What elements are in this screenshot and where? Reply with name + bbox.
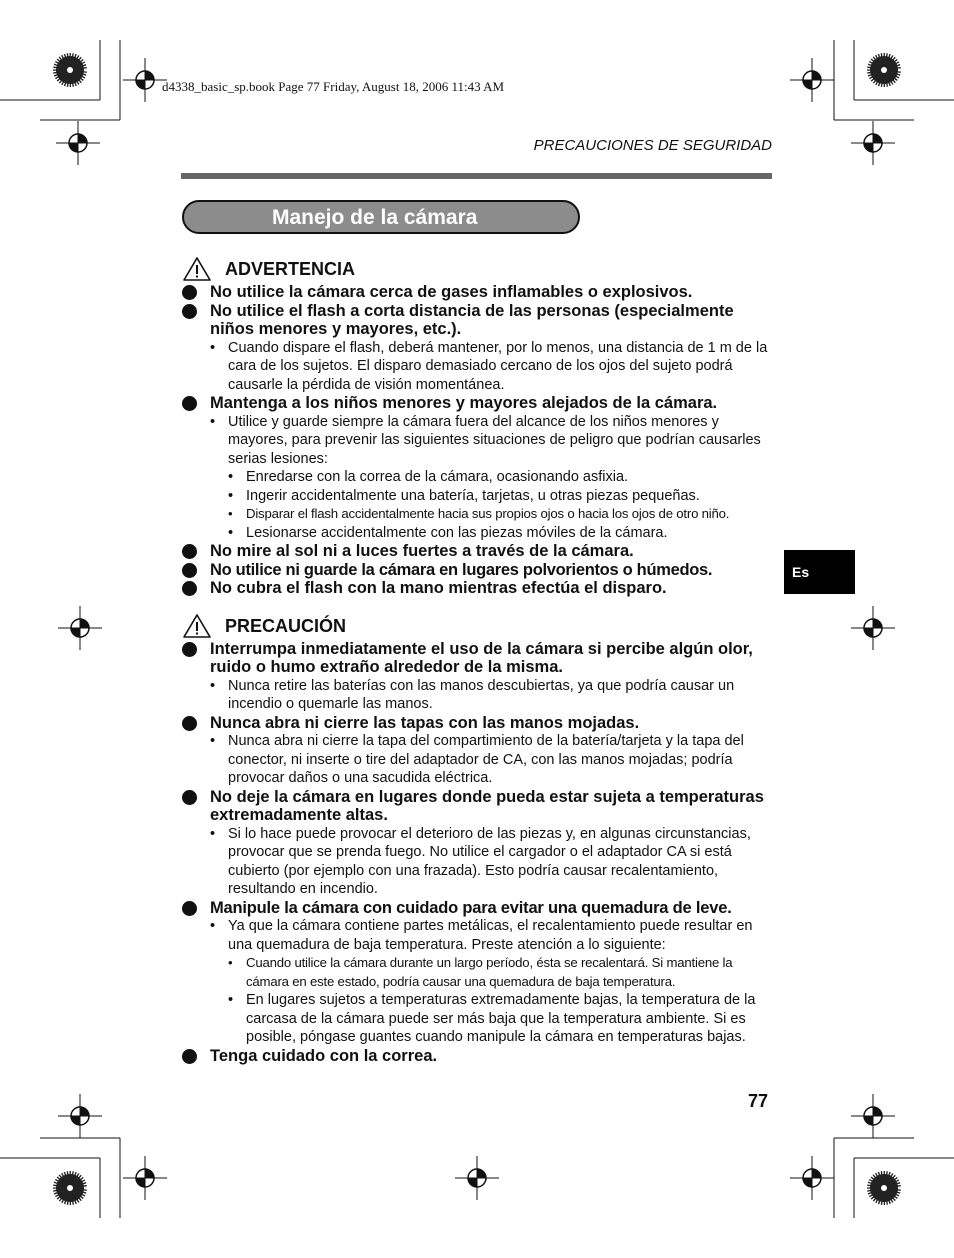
bullet-item: No cubra el flash con la mano mientras efectúa el disparo.	[182, 579, 776, 598]
running-head: PRECAUCIONES DE SEGURIDAD	[533, 137, 772, 154]
print-info: d4338_basic_sp.book Page 77 Friday, August 18, 2006 11:43 AM	[162, 79, 505, 94]
header-rule	[181, 173, 772, 179]
precaucion-heading	[182, 612, 776, 640]
sub-item: • Si lo hace puede provocar el deterioro de las piezas y, en algunas circunstancias, provocar que se prenda fuego. No utilice el cargador o el adaptador CA si está cubierto (por ejemplo con una frazada). Esto podría causar recalentamiento, resultando en incendio.	[182, 825, 776, 899]
sub-item: • Cuando dispare el flash, deberá mantener, por lo menos, una distancia de 1 m de la cara de los sujetos. El disparo demasiado cercano de los ojos del sujeto podrá causarle la pérdida de visión momentánea.	[182, 339, 776, 395]
bullet-item: No mire al sol ni a luces fuertes a través de la cámara.	[182, 542, 776, 561]
section-title-banner	[182, 200, 580, 234]
sub-sub-item: • Ingerir accidentalmente una batería, tarjetas, u otras piezas pequeñas.	[182, 487, 776, 506]
bullet-item: Tenga cuidado con la correa.	[182, 1047, 776, 1066]
bullet-item: No utilice el flash a corta distancia de las personas (especialmente niños menores y mayores, etc.).	[182, 302, 776, 339]
bullet-item: Manipule la cámara con cuidado para evitar una quemadura de leve.	[182, 899, 776, 918]
warning-icon	[182, 256, 212, 282]
bullet-item: Nunca abra ni cierre las tapas con las manos mojadas.	[182, 714, 776, 733]
caution-icon	[182, 613, 212, 639]
bullet-item: No deje la cámara en lugares donde pueda estar sujeta a temperaturas extremadamente altas.	[182, 788, 776, 825]
sub-item: • Nunca abra ni cierre la tapa del compartimiento de la batería/tarjeta y la tapa del conector, ni inserte o tire del adaptador de CA, con las manos mojadas; podría provocar daños o una sacudida eléctrica.	[182, 732, 776, 788]
sub-sub-item: • Lesionarse accidentalmente con las piezas móviles de la cámara.	[182, 524, 776, 543]
advertencia-heading	[182, 255, 776, 283]
safety-content	[182, 253, 776, 1065]
sub-sub-item: • Disparar el flash accidentalmente hacia sus propios ojos o hacia los ojos de otro niño.	[182, 505, 776, 524]
sub-item: • Nunca retire las baterías con las manos descubiertas, ya que podría causar un incendio o quemarle las manos.	[182, 677, 776, 714]
sub-item: • Utilice y guarde siempre la cámara fuera del alcance de los niños menores y mayores, para prevenir las siguientes situaciones de peligro que podrían causarles serias lesiones:	[182, 413, 776, 469]
sub-sub-item: • En lugares sujetos a temperaturas extremadamente bajas, la temperatura de la carcasa de la cámara puede ser más baja que la temperatura ambiente. Si es posible, póngase guantes cuando manipule la cámara en temperaturas bajas.	[182, 991, 776, 1047]
section-title: Manejo de la cámara	[272, 206, 478, 229]
precaucion-title: PRECAUCIÓN	[225, 615, 347, 636]
language-tab	[784, 550, 855, 594]
bullet-item: No utilice la cámara cerca de gases inflamables o explosivos.	[182, 283, 776, 302]
sub-sub-item: • Cuando utilice la cámara durante un largo período, ésta se recalentará. Si mantiene la cámara en este estado, podría causar una quemadura de baja temperatura.	[182, 954, 776, 991]
bullet-item: Interrumpa inmediatamente el uso de la cámara si percibe algún olor, ruido o humo extraño alrededor de la misma.	[182, 640, 776, 677]
sub-item: • Ya que la cámara contiene partes metálicas, el recalentamiento puede resultar en una quemadura de baja temperatura. Preste atención a lo siguiente:	[182, 917, 776, 954]
bullet-item: Mantenga a los niños menores y mayores alejados de la cámara.	[182, 394, 776, 413]
bullet-item: No utilice ni guarde la cámara en lugares polvorientos o húmedos.	[182, 561, 776, 580]
language-tab-label: Es	[792, 564, 810, 580]
advertencia-title: ADVERTENCIA	[225, 259, 356, 279]
sub-sub-item: • Enredarse con la correa de la cámara, ocasionando asfixia.	[182, 468, 776, 487]
page-number: 77	[748, 1091, 769, 1111]
